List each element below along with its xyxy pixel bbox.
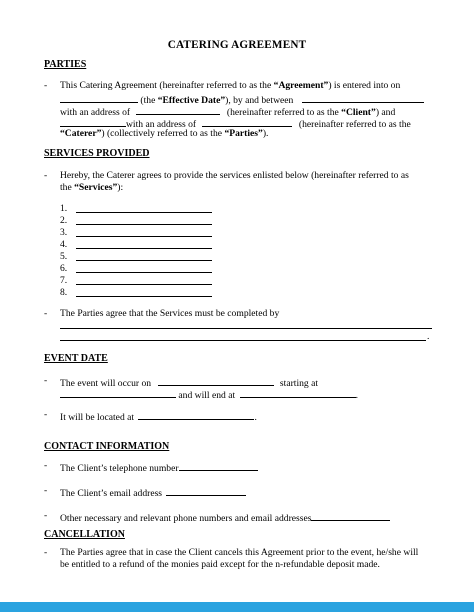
bullet-dash: -	[44, 80, 48, 91]
service-item-5-blank[interactable]	[76, 251, 212, 261]
parties-line-4: with an address of (hereinafter referred to as the	[60, 116, 411, 131]
event-date-blank[interactable]	[158, 375, 274, 386]
service-item-number: 4.	[60, 239, 68, 250]
service-item-number: 5.	[60, 251, 68, 262]
service-item-4-blank[interactable]	[76, 239, 212, 249]
client-email-line: The Client’s email address	[60, 485, 246, 500]
completion-blank-line-1[interactable]	[60, 328, 432, 329]
services-intro-line-1: Hereby, the Caterer agrees to provide the services enlisted below (hereinafter referred to as	[60, 170, 409, 181]
services-heading: SERVICES PROVIDED	[44, 148, 150, 159]
start-time-blank[interactable]	[60, 387, 176, 398]
parties-line-1: This Catering Agreement (hereinafter referred to as the “Agreement”) is entered into on	[60, 80, 401, 91]
service-item-7-blank[interactable]	[76, 275, 212, 285]
event-date-line-2: and will end at .	[60, 387, 358, 402]
cancellation-heading: CANCELLATION	[44, 529, 125, 540]
bullet-dash: -	[44, 308, 48, 319]
bullet-dash: -	[44, 409, 48, 420]
document-title: CATERING AGREEMENT	[167, 39, 307, 51]
client-email-blank[interactable]	[166, 485, 246, 496]
service-item-number: 3.	[60, 227, 68, 238]
service-item-2-blank[interactable]	[76, 215, 212, 225]
event-location-line: It will be located at .	[60, 409, 257, 424]
completion-period: .	[427, 331, 430, 342]
bullet-dash: -	[44, 485, 48, 496]
service-item-8-blank[interactable]	[76, 287, 212, 297]
parties-line-2: (the “Effective Date”), by and between	[60, 92, 424, 107]
completion-text: The Parties agree that the Services must be completed by	[60, 308, 280, 319]
service-item-6-blank[interactable]	[76, 263, 212, 273]
service-item-1-blank[interactable]	[76, 203, 212, 213]
bullet-dash: -	[44, 170, 48, 181]
service-item-number: 8.	[60, 287, 68, 298]
caterer-name-blank[interactable]	[60, 116, 126, 127]
completion-blank-line-2[interactable]	[60, 340, 426, 341]
client-phone-blank[interactable]	[179, 460, 258, 471]
bullet-dash: -	[44, 375, 48, 386]
service-item-3-blank[interactable]	[76, 227, 212, 237]
service-item-number: 2.	[60, 215, 68, 226]
location-blank[interactable]	[138, 409, 254, 420]
end-time-blank[interactable]	[240, 387, 356, 398]
client-name-blank[interactable]	[302, 92, 424, 103]
services-intro-line-2: the “Services”):	[60, 182, 124, 193]
service-item-number: 1.	[60, 203, 68, 214]
client-address-blank[interactable]	[136, 104, 220, 115]
bullet-dash: -	[44, 460, 48, 471]
cancellation-text-line-2: be entitled to a refund of the monies paid except for the n-refundable deposit made.	[60, 559, 380, 570]
other-contacts-line: Other necessary and relevant phone numbers and email addresses	[60, 510, 390, 525]
parties-line-3: with an address of (hereinafter referred to as the “Client”) and	[60, 104, 395, 119]
parties-heading: PARTIES	[44, 59, 87, 70]
bottom-accent-bar	[0, 602, 474, 612]
bullet-dash: -	[44, 510, 48, 521]
service-item-number: 7.	[60, 275, 68, 286]
effective-date-blank[interactable]	[60, 92, 138, 103]
bullet-dash: -	[44, 547, 48, 558]
event-date-heading: EVENT DATE	[44, 353, 108, 364]
caterer-address-blank[interactable]	[202, 116, 292, 127]
parties-line-5: “Caterer”) (collectively referred to as the “Parties”).	[60, 128, 269, 139]
other-contacts-blank[interactable]	[311, 510, 390, 521]
contact-heading: CONTACT INFORMATION	[44, 441, 170, 452]
event-date-line-1: The event will occur on starting at	[60, 375, 318, 390]
client-phone-line: The Client’s telephone number	[60, 460, 258, 475]
service-item-number: 6.	[60, 263, 68, 274]
cancellation-text-line-1: The Parties agree that in case the Client cancels this Agreement prior to the event, he/she will	[60, 547, 419, 558]
